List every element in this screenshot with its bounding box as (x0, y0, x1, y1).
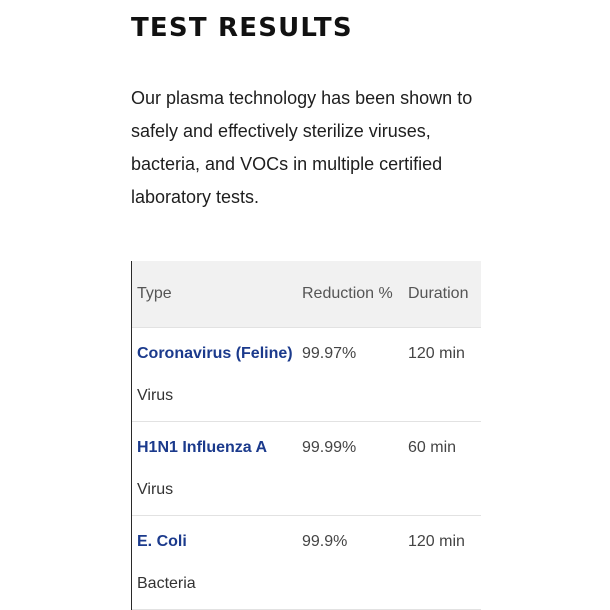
duration-value: 120 min (408, 345, 465, 362)
table-header-row (132, 261, 481, 328)
table-row (132, 328, 481, 422)
type-link[interactable]: H1N1 Influenza A (137, 439, 268, 456)
header-type: Type (137, 285, 172, 302)
type-category: Virus (137, 481, 174, 498)
table-row (132, 422, 481, 516)
type-link[interactable]: Coronavirus (Feline) (137, 345, 293, 362)
reduction-value: 99.9% (302, 533, 348, 550)
reduction-value: 99.99% (302, 439, 357, 456)
results-table (131, 261, 481, 610)
reduction-value: 99.97% (302, 345, 357, 362)
duration-value: 60 min (408, 439, 457, 456)
header-duration: Duration (408, 285, 469, 302)
page-title: TEST RESULTS (131, 13, 353, 43)
duration-value: 120 min (408, 533, 465, 550)
intro-paragraph: Our plasma technology has been shown to safely and effectively sterilize viruses, bacteria, and VOCs in multiple certified laboratory tests. (131, 88, 473, 207)
table-row (132, 516, 481, 610)
type-category: Bacteria (137, 575, 196, 592)
header-reduction: Reduction % (302, 285, 393, 302)
type-link[interactable]: E. Coli (137, 533, 187, 550)
type-category: Virus (137, 387, 174, 404)
